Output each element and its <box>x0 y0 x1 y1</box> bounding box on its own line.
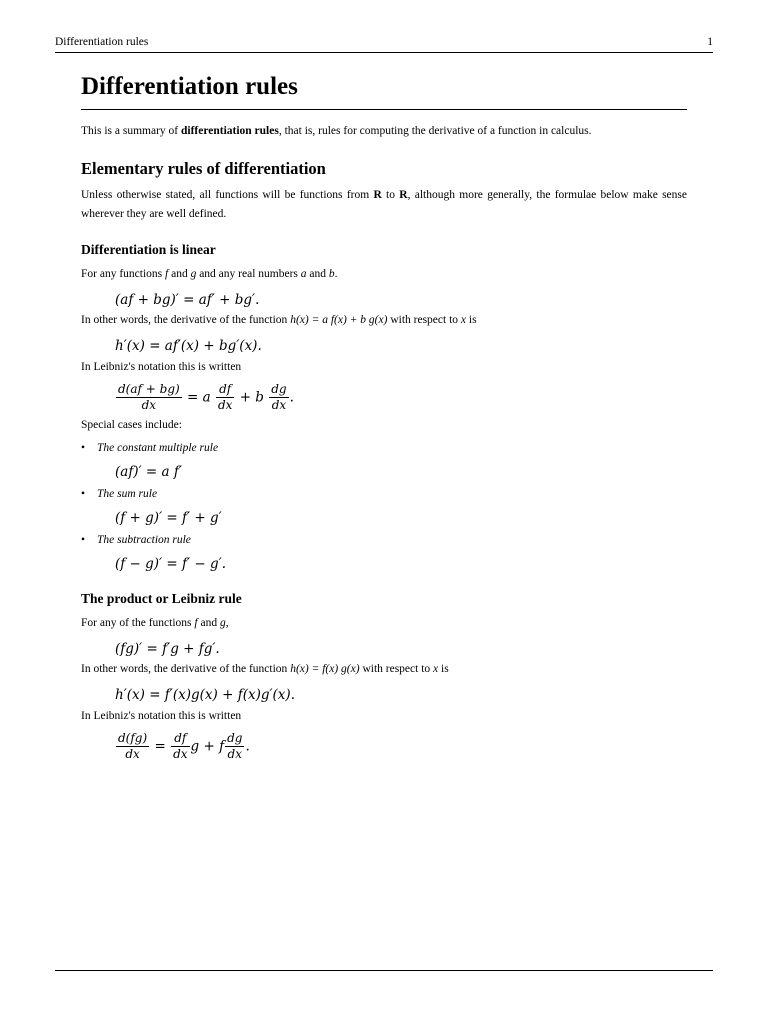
text-run: , <box>225 616 229 629</box>
list-item <box>81 486 687 503</box>
text-run: For any of the functions <box>81 616 195 629</box>
text-run: with respect to <box>387 314 461 327</box>
formula-linear-leibniz <box>115 382 687 414</box>
product-paragraph-3: In Leibniz's notation this is written <box>81 710 242 723</box>
fraction <box>171 731 189 763</box>
text-run: and <box>168 267 191 280</box>
text-run: For any functions <box>81 267 166 280</box>
math-operator: + b <box>239 389 264 406</box>
inline-expression: h(x) = f(x) g(x) <box>290 663 360 676</box>
fraction <box>116 731 149 763</box>
bullet-marker: • <box>81 441 86 454</box>
bullet-marker: • <box>81 487 86 500</box>
text-run: , although more generally, the formulae below make sense wherever they are well defined. <box>81 188 687 221</box>
running-title: Differentiation rules <box>55 36 149 48</box>
text-run: and <box>197 616 220 629</box>
text-run: to <box>381 188 400 201</box>
fraction <box>225 731 244 763</box>
var-x: x <box>460 314 467 327</box>
heading-product-rule: The product or Leibniz rule <box>81 591 242 607</box>
fraction-denominator: dx <box>125 747 140 762</box>
reals-symbol: R <box>373 188 382 201</box>
rule-name: The constant multiple rule <box>97 441 219 454</box>
math-punctuation: . <box>289 389 294 406</box>
rule-name: The subtraction rule <box>97 534 191 547</box>
var-a: a <box>300 267 307 280</box>
intro-paragraph <box>81 123 687 140</box>
article-content <box>81 72 687 763</box>
formula-product-derivative: h′(x) = f′(x)g(x) + f(x)g′(x). <box>115 687 295 704</box>
intro-text: This is a summary of <box>81 125 181 137</box>
linear-paragraph-3: In Leibniz's notation this is written <box>81 361 242 374</box>
bullet-marker: • <box>81 534 86 547</box>
text-run: is <box>438 663 449 676</box>
formula-linearity: (af + bg)′ = af′ + bg′. <box>115 291 260 308</box>
linear-paragraph-2 <box>81 311 687 331</box>
text-run: Unless otherwise stated, all functions will be functions from <box>81 188 374 201</box>
text-run: In other words, the derivative of the function <box>81 314 291 327</box>
fraction-numerator: dg <box>225 731 244 748</box>
formula-sum-rule: (f + g)′ = f′ + g′ <box>115 510 222 527</box>
math-operator: g + f <box>190 738 225 755</box>
list-item <box>81 532 687 549</box>
math-operator: = <box>154 738 166 755</box>
var-f: f <box>165 267 169 280</box>
linear-paragraph-1 <box>81 265 687 285</box>
special-cases-intro: Special cases include: <box>81 419 182 432</box>
fraction-numerator: d(fg) <box>116 731 149 748</box>
fraction-numerator: df <box>216 382 234 399</box>
fraction <box>269 382 288 414</box>
var-b: b <box>328 267 335 280</box>
math-punctuation: . <box>245 738 250 755</box>
intro-bold-term: differentiation rules <box>180 125 279 137</box>
formula-product-leibniz <box>115 731 687 763</box>
formula-linear-derivative: h′(x) = af′(x) + bg′(x). <box>115 338 262 355</box>
var-g: g <box>190 267 197 280</box>
fraction-denominator: dx <box>217 398 233 413</box>
elementary-paragraph <box>81 186 687 226</box>
rule-name: The sum rule <box>97 487 158 500</box>
text-run: and any real numbers <box>196 267 301 280</box>
var-x: x <box>433 663 439 676</box>
product-paragraph-1 <box>81 614 687 634</box>
text-run: . <box>334 267 338 280</box>
fraction <box>116 382 182 414</box>
text-run: is <box>466 314 477 327</box>
fraction-numerator: df <box>171 731 189 748</box>
var-f: f <box>194 616 198 629</box>
fraction-numerator: dg <box>269 382 288 399</box>
fraction <box>216 382 234 414</box>
var-g: g <box>219 616 226 629</box>
page-number: 1 <box>707 36 713 48</box>
formula-subtraction-rule: (f − g)′ = f′ − g′. <box>115 556 226 573</box>
formula-product: (fg)′ = f′g + fg′. <box>115 640 220 657</box>
footer-rule <box>55 970 713 971</box>
reals-symbol: R <box>399 188 408 201</box>
product-paragraph-2 <box>81 660 687 680</box>
fraction-denominator: dx <box>141 398 157 413</box>
text-run: with respect to <box>359 663 434 676</box>
math-operator: = a <box>186 389 211 406</box>
page-title: Differentiation rules <box>81 72 687 110</box>
fraction-numerator: d(af + bg) <box>116 382 182 399</box>
heading-elementary-rules: Elementary rules of differentiation <box>81 159 326 179</box>
formula-constant-multiple: (af)′ = a f′ <box>115 464 182 481</box>
text-run: and <box>306 267 329 280</box>
heading-differentiation-linear: Differentiation is linear <box>81 242 216 258</box>
running-header <box>55 36 713 53</box>
fraction-denominator: dx <box>271 398 287 413</box>
fraction-denominator: dx <box>173 747 188 762</box>
intro-text-end: , that is, rules for computing the derivative of a function in calculus. <box>278 125 592 137</box>
list-item <box>81 440 687 457</box>
text-run: In other words, the derivative of the function <box>81 663 291 676</box>
inline-expression: h(x) = a f(x) + b g(x) <box>290 314 388 327</box>
fraction-denominator: dx <box>227 747 242 762</box>
